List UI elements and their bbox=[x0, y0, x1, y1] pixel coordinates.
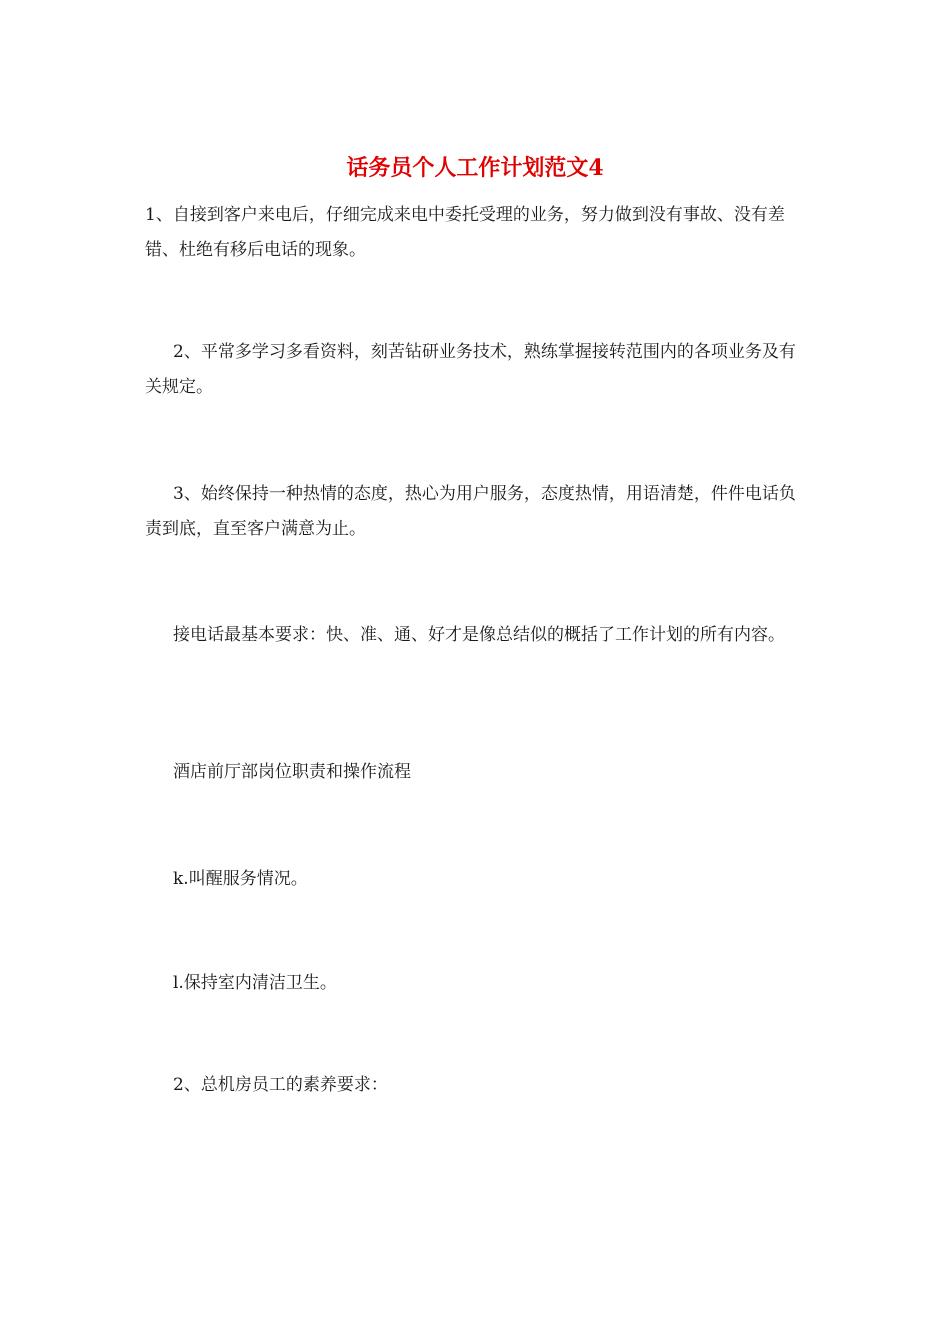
paragraph-4: 接电话最基本要求：快、准、通、好才是像总结似的概括了工作计划的所有内容。 bbox=[173, 625, 785, 645]
document-title: 话务员个人工作计划范文4 bbox=[346, 155, 604, 181]
paragraph-5: 酒店前厅部岗位职责和操作流程 bbox=[173, 762, 411, 782]
paragraph-6: k.叫醒服务情况。 bbox=[173, 869, 308, 889]
paragraph-1: 1、自接到客户来电后，仔细完成来电中委托受理的业务，努力做到没有事故、没有差错、杜绝有移后电话的现象。 bbox=[145, 205, 785, 260]
paragraph-7: l.保持室内清洁卫生。 bbox=[173, 973, 337, 993]
paragraph-3: 3、始终保持一种热情的态度，热心为用户服务，态度热情，用语清楚，件件电话负责到底，直至客户满意为止。 bbox=[145, 484, 796, 539]
paragraph-2: 2、平常多学习多看资料，刻苦钻研业务技术，熟练掌握接转范围内的各项业务及有关规定。 bbox=[145, 342, 796, 397]
paragraph-8: 2、总机房员工的素养要求： bbox=[173, 1075, 388, 1095]
